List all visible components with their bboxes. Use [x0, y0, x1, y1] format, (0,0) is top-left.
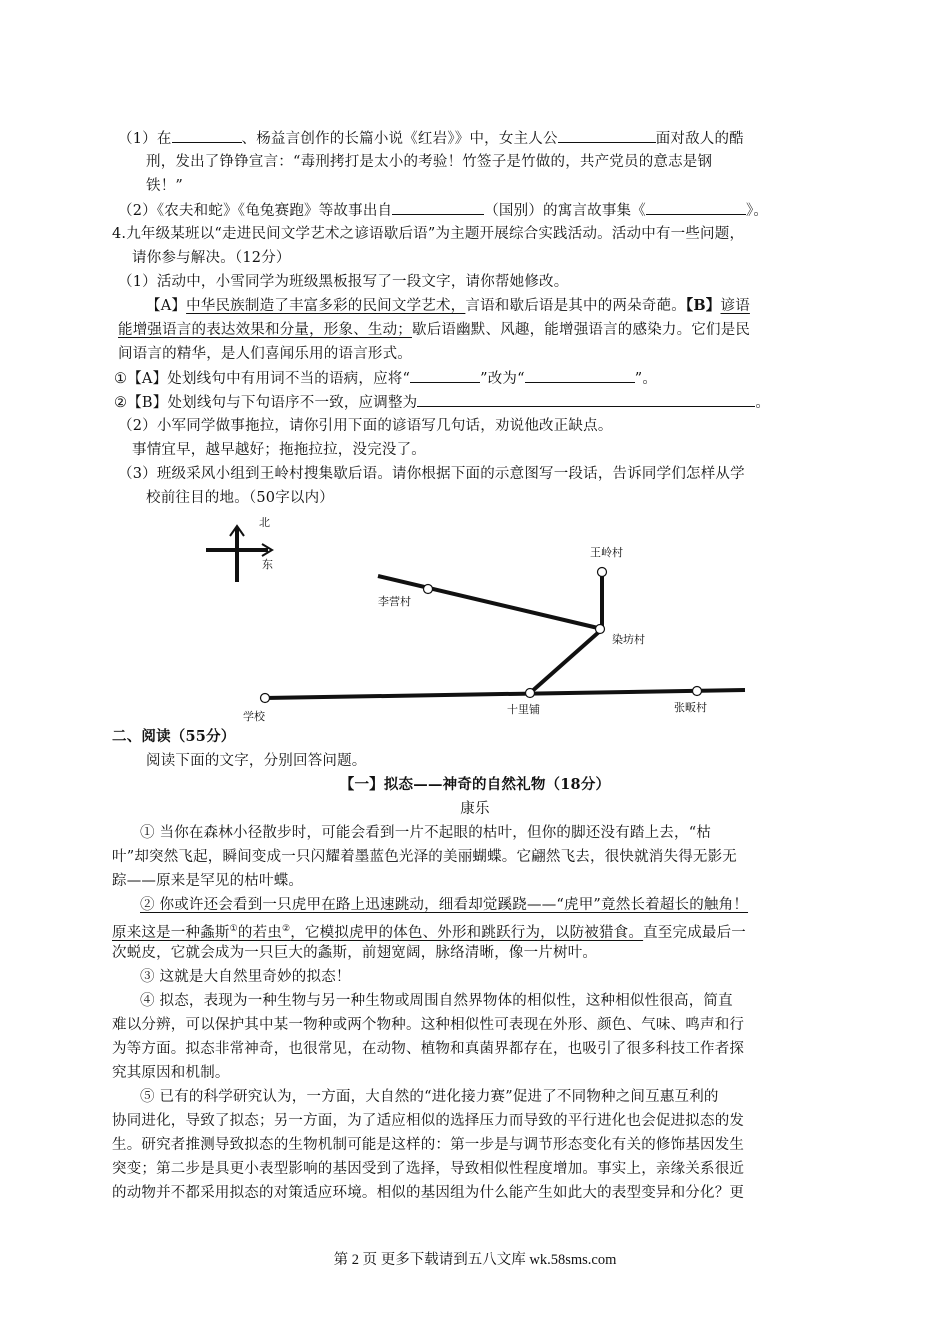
text: 原来这是一种螽斯 [112, 924, 230, 941]
article-title: 【一】拟态——神奇的自然礼物（18分） [339, 776, 611, 793]
marker-b: 【B】 [685, 297, 721, 314]
q4-sub1-item2 [114, 392, 770, 413]
label-shilipu: 十里铺 [507, 703, 540, 716]
node-school [261, 694, 270, 703]
text: 言语和歇后语是其中的两朵奇葩。 [465, 298, 686, 314]
paragraph-2-line3: 次蜕皮，它就会成为一只巨大的螽斯，前翅宽阔，脉络清晰，像一片树叶。 [112, 945, 598, 961]
footnote-marker: ② [282, 924, 291, 934]
node-ranfang [596, 625, 605, 634]
q4-sub2: （2）小军同学做事拖拉，请你引用下面的谚语写几句话，劝说他改正缺点。 [118, 418, 613, 434]
underlined-sentence-b: 能增强语言的表达效果和分量，形象、生动； [118, 322, 412, 338]
paragraph-5-line1: ⑤ 已有的科学研究认为，一方面，大自然的“进化接力赛”促进了不同物种之间互惠互利的 [140, 1089, 719, 1105]
answer-blank[interactable] [646, 200, 746, 215]
q3-item2 [118, 200, 768, 221]
text: 。 [755, 395, 771, 411]
answer-blank[interactable] [558, 128, 656, 143]
text: 直至完成最后一 [643, 924, 746, 941]
text: ②【B】处划线句与下句语序不一致，应调整为 [114, 395, 418, 411]
text: 》。 [745, 203, 769, 219]
compass-icon [206, 516, 273, 582]
paragraph-4-line3: 为等方面。拟态非常神奇，也很常见，在动物、植物和真菌界都存在，也吸引了很多科技工作者探 [112, 1041, 745, 1057]
paragraph-1-line3: 踪——原来是罕见的枯叶蝶。 [112, 873, 304, 889]
answer-blank[interactable] [392, 200, 484, 215]
footnote-marker: ① [229, 924, 238, 934]
paragraph-5-line3: 生。研究者推测导致拟态的生物机制可能是这样的：第一步是与调节形态变化有关的修饰基因发生 [112, 1137, 745, 1153]
paragraph-5-line2: 协同进化，导致了拟态；另一方面，为了适应相似的选择压力而导致的平行进化也会促进拟态的发 [112, 1113, 745, 1129]
answer-blank[interactable] [525, 368, 635, 383]
paragraph-5-line5: 的动物并不都采用拟态的对策适应环境。相似的基因组为什么能产生如此大的表型变异和分化？更 [112, 1185, 745, 1201]
label-zhangfan: 张畈村 [674, 701, 707, 714]
east-label: 东 [262, 558, 273, 571]
text: ”。 [634, 371, 658, 387]
label-ranfang: 染坊村 [612, 633, 645, 646]
node-zhangfan [693, 687, 702, 696]
node-liying [424, 585, 433, 594]
paragraph-2-line2 [112, 919, 746, 943]
text: （国别）的寓言故事集《 [484, 203, 646, 219]
node-wangling [598, 568, 607, 577]
label-wangling: 王岭村 [590, 546, 623, 559]
q4-sub3-line2: 校前往目的地。（50字以内） [146, 490, 334, 506]
text: 歇后语幽默、风趣，能增强语言的感染力。它们是民 [412, 322, 751, 338]
section-heading: 二、阅读（55分） [112, 728, 236, 745]
q4-sub3-line1: （3）班级采风小组到王岭村搜集歇后语。请你根据下面的示意图写一段话，告诉同学们怎样从学 [118, 466, 745, 482]
q4-passage-line3: 间语言的精华，是人们喜闻乐用的语言形式。 [118, 346, 412, 362]
paragraph-1-line2: 叶”却突然飞起，瞬间变成一只闪耀着墨蓝色光泽的美丽蝴蝶。它翩然飞去，很快就消失得无影无 [112, 849, 738, 865]
text: （1）在 [118, 131, 172, 147]
text: ①【A】处划线句中有用词不当的语病，应将“ [114, 371, 411, 387]
q4-intro-line1: 4.九年级某班以“走进民间文学艺术之谚语歇后语”为主题开展综合实践活动。活动中有一些问题， [112, 226, 745, 242]
answer-blank[interactable] [172, 128, 242, 143]
q3-item1-line3: 铁！” [146, 178, 184, 194]
text: 面对敌人的酷 [655, 131, 744, 147]
paragraph-4-line1: ④ 拟态，表现为一种生物与另一种生物或周围自然界物体的相似性，这种相似性很高，简直 [140, 993, 733, 1009]
paragraph-3: ③ 这就是大自然里奇妙的拟态！ [140, 969, 351, 985]
q4-passage-line2 [118, 320, 750, 340]
reading-instruction: 阅读下面的文字，分别回答问题。 [146, 753, 367, 769]
underlined-sentence-b: 谚语 [720, 298, 750, 314]
paragraph-4-line4: 究其原因和机制。 [112, 1065, 230, 1081]
text: 、杨益言创作的长篇小说《红岩》》中，女主人公 [241, 131, 558, 147]
q3-item1-line1 [118, 128, 744, 149]
text: （2）《农夫和蛇》《龟兔赛跑》等故事出自 [118, 203, 393, 219]
node-shilipu [526, 689, 535, 698]
paragraph-2-line1 [140, 895, 748, 915]
text: ，它模拟虎甲的体色、外形和跳跃行为，以防被猎食。 [290, 924, 644, 941]
road-main [265, 690, 745, 698]
route-map [0, 510, 950, 725]
answer-blank[interactable] [417, 392, 755, 407]
page-footer: 第 2 页 更多下载请到五八文库 wk.58sms.com [333, 1252, 617, 1268]
text: 的若虫 [237, 924, 282, 941]
underlined-text: ② 你或许还会看到一只虎甲在路上迅速跳动，细看却觉蹊跷——“虎甲”竟然长着超长的触角！ [140, 897, 749, 913]
underlined-sentence-a: 中华民族制造了丰富多彩的民间文学艺术， [186, 298, 466, 314]
road-ranfang-liying [378, 576, 598, 628]
north-label: 北 [259, 516, 270, 529]
label-liying: 李营村 [378, 595, 411, 608]
answer-blank[interactable] [410, 368, 480, 383]
q4-sub1: （1）活动中，小雪同学为班级黑板报写了一段文字，请你帮她修改。 [118, 274, 569, 290]
paragraph-1-line1: ① 当你在森林小径散步时，可能会看到一片不起眼的枯叶，但你的脚还没有踏上去，“枯 [140, 825, 712, 841]
q4-intro-line2: 请你参与解决。（12分） [132, 250, 291, 266]
road-shilipu-ranfang [530, 631, 600, 693]
label-school: 学校 [243, 710, 265, 723]
text: ”改为“ [480, 371, 525, 387]
article-author: 康乐 [460, 801, 490, 817]
q4-sub1-item1 [114, 368, 657, 389]
marker-a: 【A】 [146, 298, 187, 314]
paragraph-4-line2: 难以分辨，可以保护其中某一物种或两个物种。这种相似性可表现在外形、颜色、气味、鸣声和行 [112, 1017, 745, 1033]
q4-sub2-quote: 事情宜早，越早越好；拖拖拉拉，没完没了。 [132, 442, 426, 458]
q4-passage-line1 [146, 296, 750, 316]
paragraph-5-line4: 突变；第二步是具更小表型影响的基因受到了选择，导致相似性程度增加。事实上，亲缘关系很近 [112, 1161, 745, 1177]
q3-item1-line2: 刑，发出了铮铮宣言：“毒刑拷打是太小的考验！竹签子是竹做的，共产党员的意志是钢 [146, 154, 713, 170]
underlined-text [112, 925, 643, 941]
